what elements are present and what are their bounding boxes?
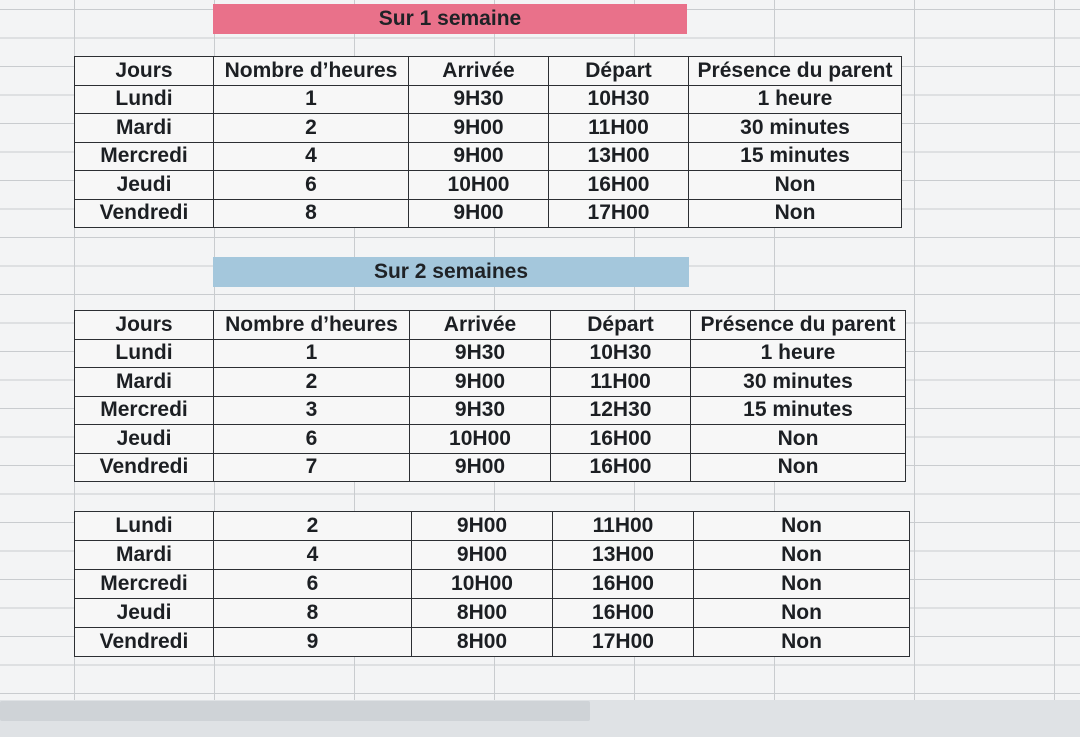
cell-arrivee[interactable]: 9H30 (410, 339, 551, 368)
cell-depart[interactable]: 11H00 (551, 368, 691, 397)
table-row (75, 114, 902, 143)
cell-presence[interactable]: Non (694, 628, 910, 657)
cell-arrivee[interactable]: 10H00 (410, 425, 551, 454)
table-row (75, 570, 910, 599)
cell-jour[interactable]: Vendredi (75, 199, 214, 228)
header-cell-jours[interactable]: Jours (75, 311, 214, 340)
cell-presence[interactable]: 30 minutes (689, 114, 902, 143)
cell-heures[interactable]: 1 (214, 339, 410, 368)
table-row (75, 453, 906, 482)
header-cell-jours[interactable]: Jours (75, 57, 214, 86)
section-title-text: Sur 2 semaines (373, 260, 529, 283)
cell-depart[interactable]: 13H00 (549, 142, 689, 171)
cell-depart[interactable]: 17H00 (553, 628, 694, 657)
header-cell-depart[interactable]: Départ (551, 311, 691, 340)
cell-heures[interactable]: 2 (214, 114, 409, 143)
cell-heures[interactable]: 6 (214, 171, 409, 200)
cell-jour[interactable]: Mardi (75, 114, 214, 143)
header-cell-nombre-heures[interactable]: Nombre d’heures (214, 57, 409, 86)
table-row (75, 512, 910, 541)
table-row (75, 599, 910, 628)
cell-presence[interactable]: Non (694, 512, 910, 541)
cell-depart[interactable]: 16H00 (553, 599, 694, 628)
cell-heures[interactable]: 7 (214, 453, 410, 482)
cell-heures[interactable]: 6 (214, 570, 412, 599)
table-row (75, 85, 902, 114)
cell-jour[interactable]: Mercredi (75, 396, 214, 425)
cell-depart[interactable]: 11H00 (549, 114, 689, 143)
cell-presence[interactable]: 15 minutes (689, 142, 902, 171)
cell-heures[interactable]: 3 (214, 396, 410, 425)
cell-arrivee[interactable]: 8H00 (412, 599, 553, 628)
section-title-two-weeks[interactable] (213, 257, 689, 287)
cell-heures[interactable]: 1 (214, 85, 409, 114)
cell-presence[interactable]: Non (694, 599, 910, 628)
cell-jour[interactable]: Jeudi (75, 599, 214, 628)
section-title-text: Sur 1 semaine (378, 7, 522, 30)
cell-arrivee[interactable]: 8H00 (412, 628, 553, 657)
cell-depart[interactable]: 10H30 (551, 339, 691, 368)
cell-presence[interactable]: 1 heure (691, 339, 906, 368)
cell-depart[interactable]: 12H30 (551, 396, 691, 425)
cell-depart[interactable]: 16H00 (553, 570, 694, 599)
table-row (75, 425, 906, 454)
cell-arrivee[interactable]: 9H00 (412, 512, 553, 541)
table-row (75, 142, 902, 171)
cell-arrivee[interactable]: 9H00 (410, 368, 551, 397)
header-cell-arrivee[interactable]: Arrivée (409, 57, 549, 86)
cell-depart[interactable]: 16H00 (551, 453, 691, 482)
table-header-row (75, 311, 906, 340)
cell-arrivee[interactable]: 10H00 (412, 570, 553, 599)
cell-arrivee[interactable]: 9H00 (409, 114, 549, 143)
cell-presence[interactable]: Non (691, 453, 906, 482)
cell-jour[interactable]: Lundi (75, 339, 214, 368)
cell-jour[interactable]: Lundi (75, 85, 214, 114)
cell-jour[interactable]: Vendredi (75, 628, 214, 657)
cell-presence[interactable]: Non (694, 541, 910, 570)
header-cell-nombre-heures[interactable]: Nombre d’heures (214, 311, 410, 340)
schedule-table-two-weeks-week1 (74, 310, 906, 482)
cell-heures[interactable]: 8 (214, 599, 412, 628)
cell-presence[interactable]: 30 minutes (691, 368, 906, 397)
cell-arrivee[interactable]: 9H00 (412, 541, 553, 570)
schedule-table-one-week (74, 56, 902, 228)
cell-jour[interactable]: Lundi (75, 512, 214, 541)
cell-heures[interactable]: 2 (214, 512, 412, 541)
header-cell-presence[interactable]: Présence du parent (691, 311, 906, 340)
cell-heures[interactable]: 6 (214, 425, 410, 454)
table-row (75, 628, 910, 657)
cell-depart[interactable]: 11H00 (553, 512, 694, 541)
cell-heures[interactable]: 8 (214, 199, 409, 228)
cell-presence[interactable]: Non (689, 199, 902, 228)
table-header-row (75, 57, 902, 86)
cell-arrivee[interactable]: 9H30 (410, 396, 551, 425)
cell-depart[interactable]: 16H00 (549, 171, 689, 200)
header-cell-depart[interactable]: Départ (549, 57, 689, 86)
cell-jour[interactable]: Vendredi (75, 453, 214, 482)
cell-arrivee[interactable]: 9H00 (409, 199, 549, 228)
schedule-table-two-weeks-week2 (74, 511, 910, 657)
cell-jour[interactable]: Mercredi (75, 570, 214, 599)
cell-heures[interactable]: 2 (214, 368, 410, 397)
cell-depart[interactable]: 16H00 (551, 425, 691, 454)
cell-presence[interactable]: Non (691, 425, 906, 454)
cell-arrivee[interactable]: 10H00 (409, 171, 549, 200)
table-row (75, 199, 902, 228)
cell-presence[interactable]: Non (689, 171, 902, 200)
table-row (75, 368, 906, 397)
cell-jour[interactable]: Jeudi (75, 171, 214, 200)
cell-jour[interactable]: Mardi (75, 541, 214, 570)
header-cell-presence[interactable]: Présence du parent (689, 57, 902, 86)
cell-depart[interactable]: 17H00 (549, 199, 689, 228)
table-row (75, 541, 910, 570)
cell-heures[interactable]: 9 (214, 628, 412, 657)
table-row (75, 339, 906, 368)
header-cell-arrivee[interactable]: Arrivée (410, 311, 551, 340)
cell-presence[interactable]: 1 heure (689, 85, 902, 114)
cell-arrivee[interactable]: 9H30 (409, 85, 549, 114)
cell-arrivee[interactable]: 9H00 (409, 142, 549, 171)
cell-presence[interactable]: 15 minutes (691, 396, 906, 425)
cell-presence[interactable]: Non (694, 570, 910, 599)
cell-heures[interactable]: 4 (214, 142, 409, 171)
cell-depart[interactable]: 10H30 (549, 85, 689, 114)
cell-heures[interactable]: 4 (214, 541, 412, 570)
cell-jour[interactable]: Mercredi (75, 142, 214, 171)
cell-depart[interactable]: 13H00 (553, 541, 694, 570)
horizontal-scrollbar[interactable] (0, 701, 590, 721)
cell-arrivee[interactable]: 9H00 (410, 453, 551, 482)
section-title-one-week[interactable] (213, 4, 687, 34)
cell-jour[interactable]: Jeudi (75, 425, 214, 454)
table-row (75, 171, 902, 200)
table-row (75, 396, 906, 425)
cell-jour[interactable]: Mardi (75, 368, 214, 397)
